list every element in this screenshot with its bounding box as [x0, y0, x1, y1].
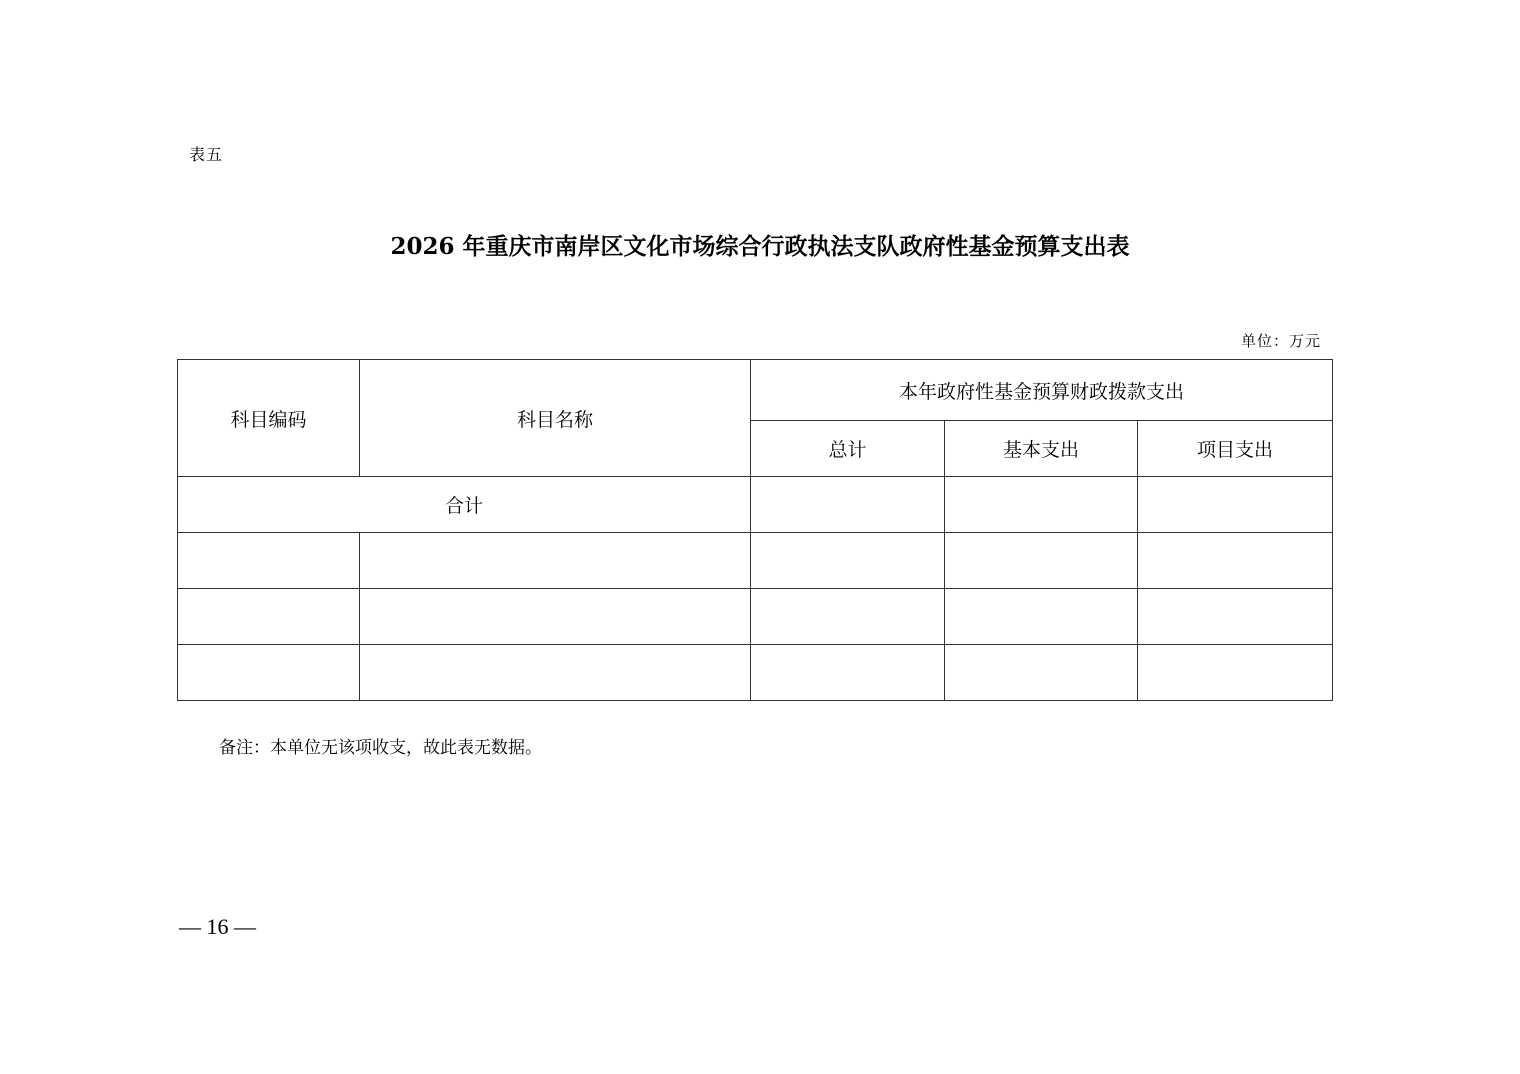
page-number: — 16 — — [179, 914, 256, 939]
footnote: 备注：本单位无该项收支，故此表无数据。 — [219, 738, 542, 758]
basic-cell — [945, 533, 1138, 589]
header-row-1 — [178, 360, 1333, 421]
header-expenditure-group: 本年政府性基金预算财政拨款支出 — [751, 360, 1333, 421]
header-project-expenditure: 项目支出 — [1138, 421, 1333, 477]
header-subject-code: 科目编码 — [178, 360, 360, 477]
summary-basic-cell — [945, 477, 1138, 533]
code-cell — [178, 589, 360, 645]
header-total: 总计 — [751, 421, 945, 477]
summary-project-cell — [1138, 477, 1333, 533]
table-label: 表五 — [189, 145, 224, 164]
budget-table — [177, 359, 1333, 701]
table-row — [178, 533, 1333, 589]
unit-label: 单位：万元 — [1240, 332, 1321, 350]
summary-label: 合计 — [178, 477, 751, 533]
code-cell — [178, 645, 360, 701]
name-cell — [360, 533, 751, 589]
code-cell — [178, 533, 360, 589]
total-cell — [751, 645, 945, 701]
project-cell — [1138, 645, 1333, 701]
basic-cell — [945, 645, 1138, 701]
name-cell — [360, 589, 751, 645]
basic-cell — [945, 589, 1138, 645]
name-cell — [360, 645, 751, 701]
summary-total-cell — [751, 477, 945, 533]
table-row — [178, 589, 1333, 645]
table-row — [178, 645, 1333, 701]
header-basic-expenditure: 基本支出 — [945, 421, 1138, 477]
project-cell — [1138, 589, 1333, 645]
document-title: 2026 年重庆市南岸区文化市场综合行政执法支队政府性基金预算支出表 — [390, 233, 1130, 260]
total-cell — [751, 533, 945, 589]
summary-row — [178, 477, 1333, 533]
project-cell — [1138, 533, 1333, 589]
total-cell — [751, 589, 945, 645]
header-subject-name: 科目名称 — [360, 360, 751, 477]
